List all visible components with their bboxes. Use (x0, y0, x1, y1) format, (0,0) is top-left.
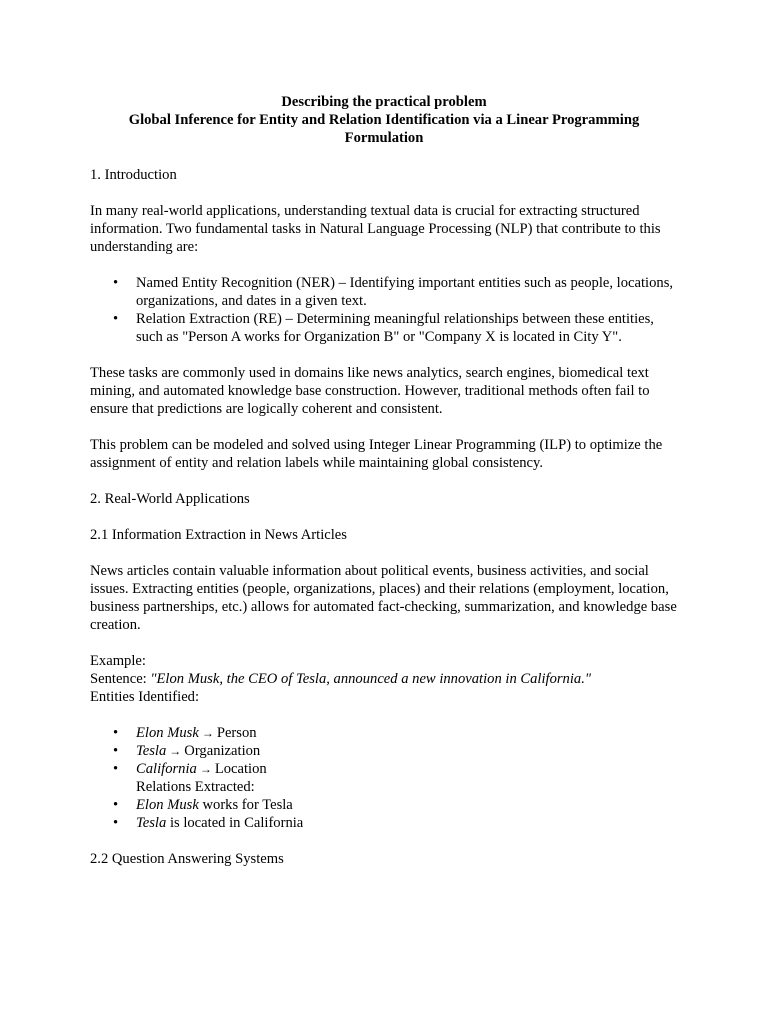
relation-subject: Tesla (136, 815, 167, 831)
example-sentence (90, 670, 678, 688)
document-title-line-3: Formulation (344, 130, 424, 146)
arrow-icon: → (201, 726, 214, 740)
news-paragraph: News articles contain valuable information about political events, business activities, and social issues. Extracting entities (people, organizations, places) and their relations (employment, location, business partnerships, etc.) allows for automated fact-checking, summarization, and knowledge base creation. (90, 563, 677, 633)
sentence-text: "Elon Musk, the CEO of Tesla, announced a new innovation in California." (150, 671, 591, 687)
document-title-line-2: Global Inference for Entity and Relation Identification via a Linear Programming (128, 112, 640, 128)
relation-item (90, 814, 678, 832)
relation-subject: Elon Musk (136, 797, 199, 813)
entity-item (90, 760, 678, 778)
entity-type: Person (216, 725, 257, 741)
document-title-line-1: Describing the practical problem (281, 94, 487, 110)
entity-type: Organization (184, 743, 261, 759)
section-1-heading: 1. Introduction (90, 167, 177, 183)
entity-list (90, 724, 678, 832)
entity-name: Elon Musk (136, 725, 199, 741)
arrow-icon: → (169, 744, 182, 758)
intro-paragraph: In many real-world applications, understanding textual data is crucial for extracting structured information. Two fundamental tasks in Natural Language Processing (NLP) that contribute to this understanding are: (90, 203, 661, 255)
relation-rest: is located in California (169, 815, 304, 831)
arrow-icon: → (199, 762, 212, 776)
title-block (90, 93, 678, 147)
task-list (90, 274, 678, 346)
entity-name: Tesla (136, 743, 167, 759)
ilp-paragraph: This problem can be modeled and solved using Integer Linear Programming (ILP) to optimize the assignment of entity and relation labels while maintaining global consistency. (90, 437, 663, 471)
entity-type: Location (214, 761, 267, 777)
domains-paragraph: These tasks are commonly used in domains like news analytics, search engines, biomedical text mining, and automated knowledge base construction. However, traditional methods often fail to ensure that predictions are logically coherent and consistent. (90, 365, 650, 417)
relation-rest: works for Tesla (202, 797, 293, 813)
sentence-label: Sentence: (90, 671, 147, 687)
section-2-heading: 2. Real-World Applications (90, 491, 250, 507)
list-item-re: • Relation Extraction (RE) – Determining meaningful relationships between these entities, such as "Person A works for Organization B" or "Company X is located in City Y". (90, 310, 678, 346)
relations-label: Relations Extracted: (136, 779, 255, 795)
subsection-2-1-heading: 2.1 Information Extraction in News Articles (90, 527, 347, 543)
entity-name: California (136, 761, 197, 777)
list-item-ner: • Named Entity Recognition (NER) – Identifying important entities such as people, locations, organizations, and dates in a given text. (90, 274, 678, 310)
example-label: Example: (90, 653, 146, 669)
entity-item (90, 742, 678, 760)
relation-item (90, 796, 678, 814)
subsection-2-2-heading: 2.2 Question Answering Systems (90, 851, 284, 867)
entity-item (90, 724, 678, 742)
entities-label: Entities Identified: (90, 689, 200, 705)
